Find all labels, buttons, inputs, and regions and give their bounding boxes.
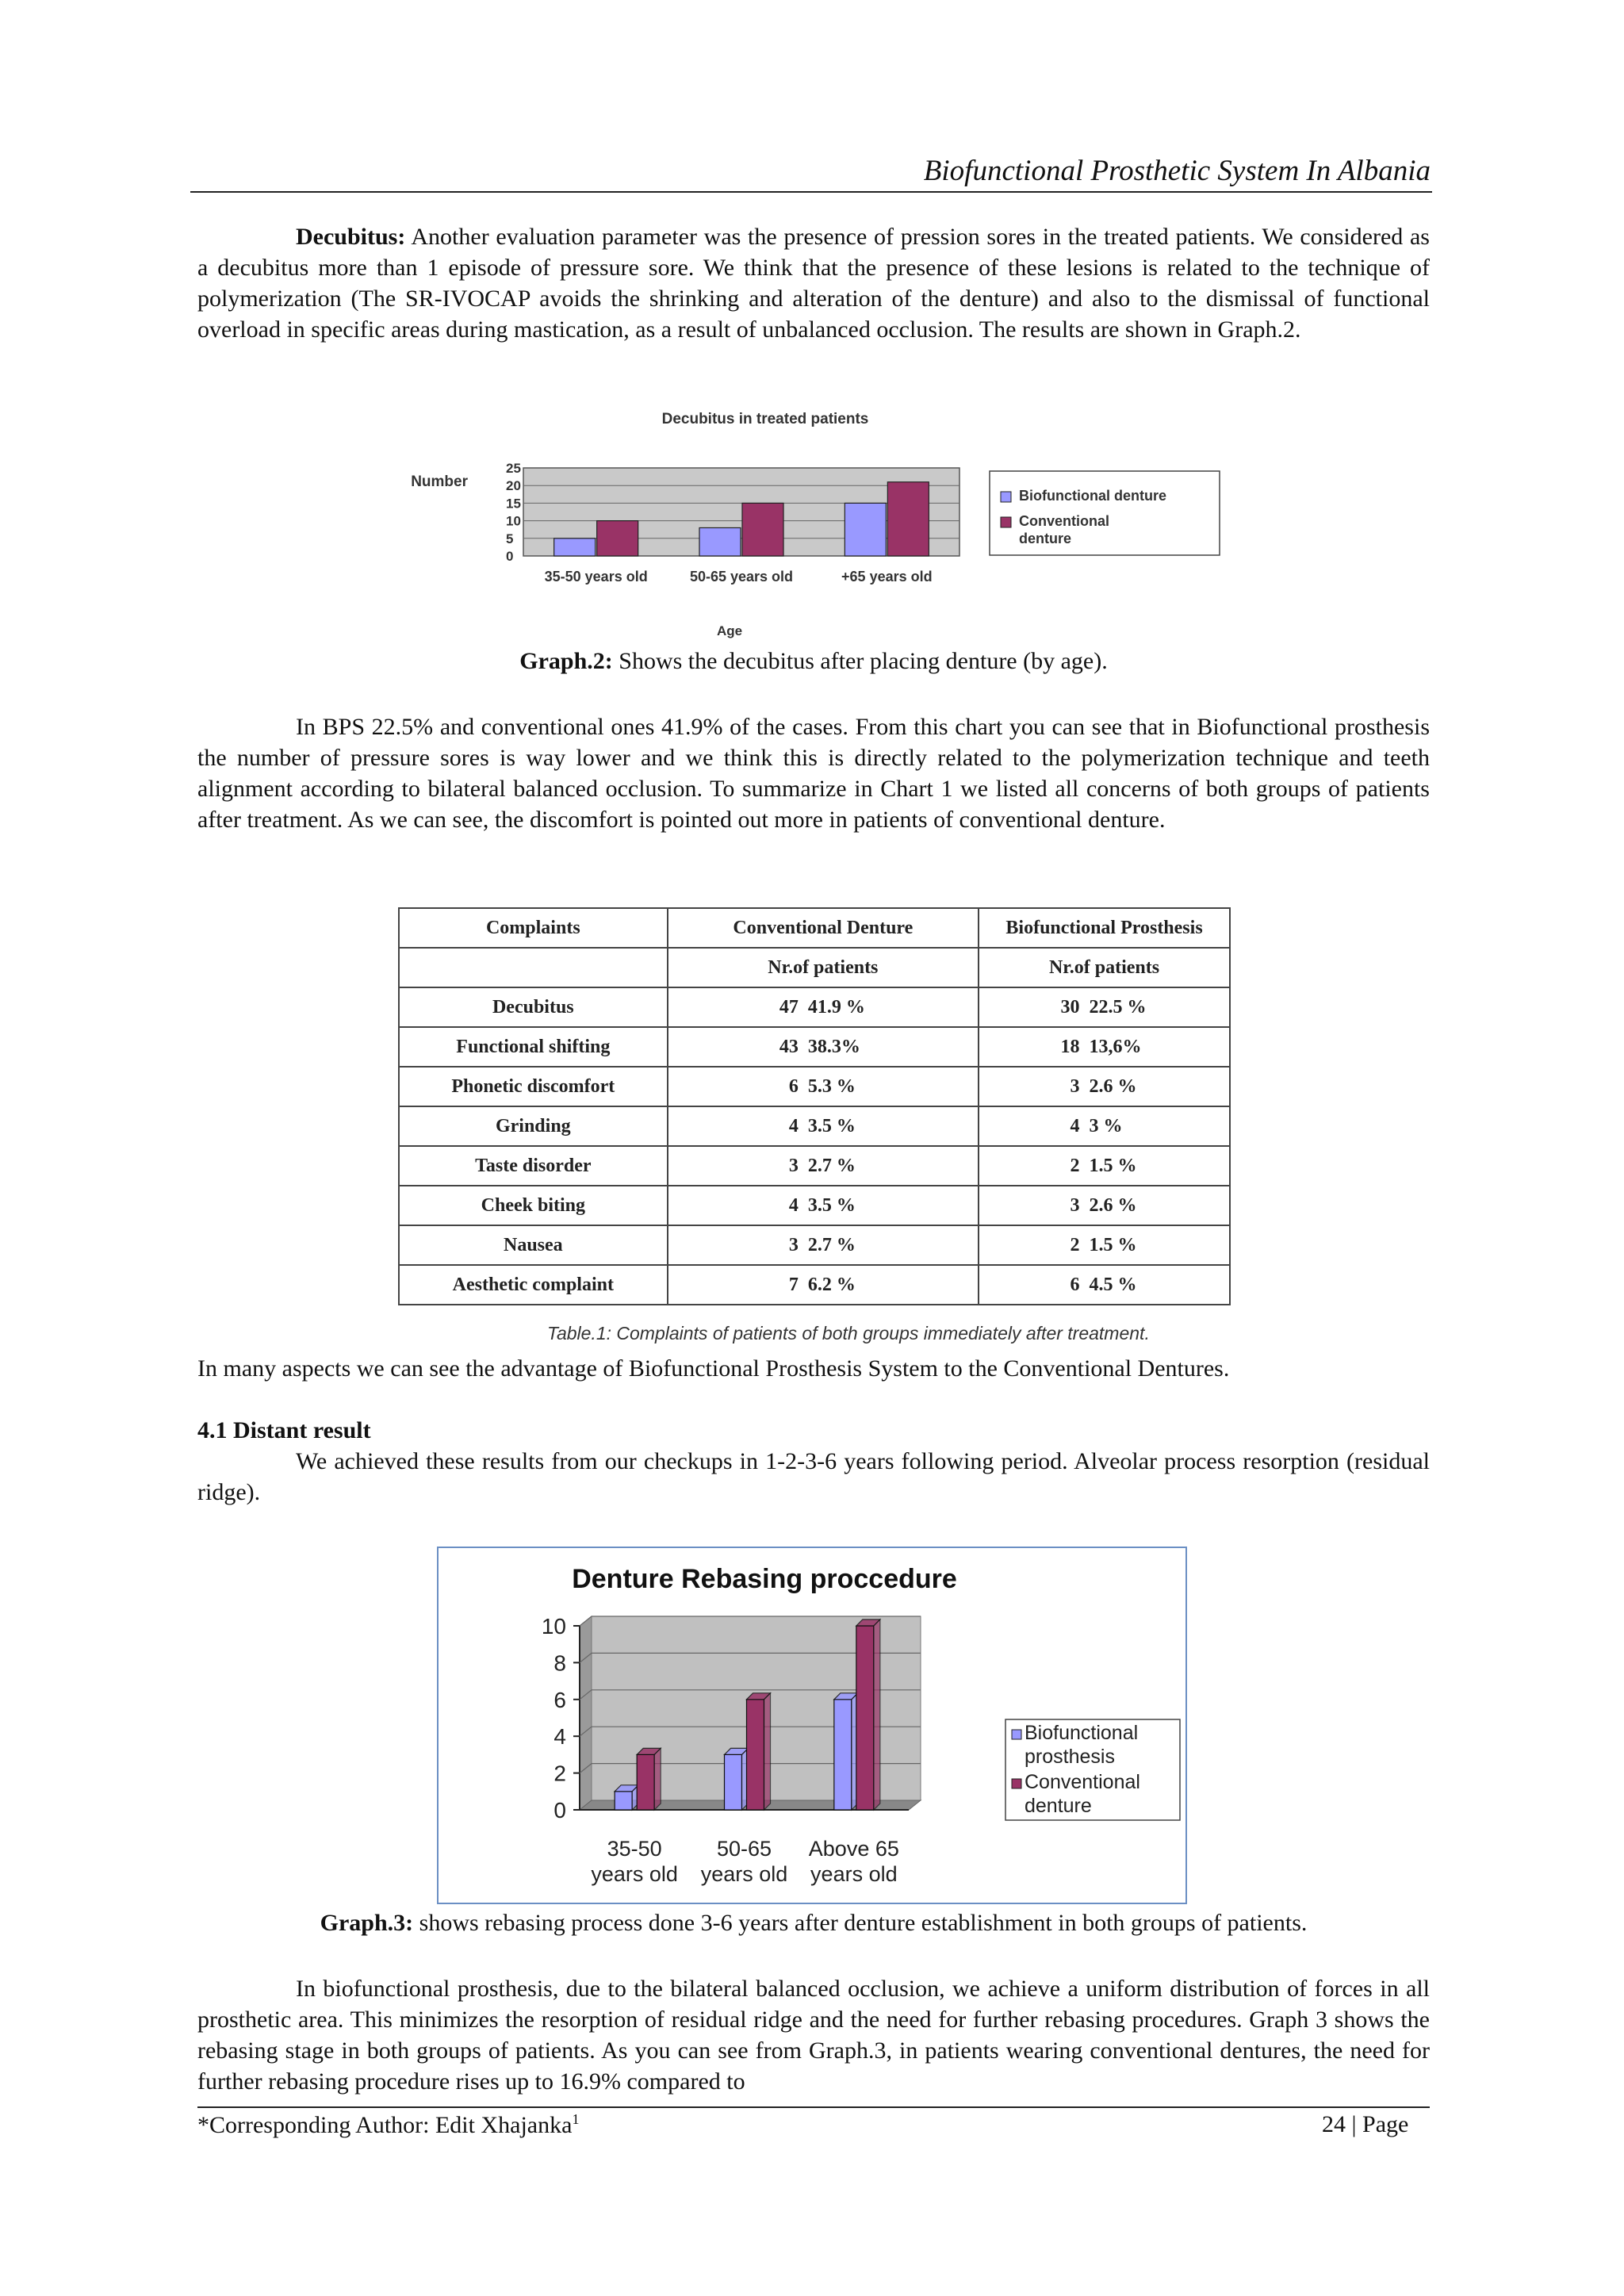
graph3-bar-bio: [725, 1748, 749, 1810]
graph2-legend-label-bio: Biofunctional denture: [1019, 488, 1166, 504]
graph2-xtick-label: 35-50 years old: [544, 569, 648, 585]
table-subheader-cell: Nr.of patients: [668, 948, 979, 987]
table-header-cell: Biofunctional Prosthesis: [979, 908, 1230, 948]
graph2-legend: [990, 471, 1220, 555]
table-caption: Table.1: Complaints of patients of both groups immediately after treatment.: [547, 1323, 1150, 1343]
table-cell: [668, 1225, 979, 1265]
complaint-label: Nausea: [399, 1225, 668, 1265]
graph3-legend-label-bio: Biofunctional prosthesis: [1025, 1722, 1139, 1768]
complaint-label: Functional shifting: [399, 1027, 668, 1067]
graph2-xtick-label: 50-65 years old: [689, 569, 794, 585]
graph3-bar-conv: [637, 1748, 661, 1810]
patient-percent: 2.7 %: [807, 1234, 856, 1255]
patient-count: 30: [1060, 996, 1080, 1018]
bps-paragraph: In BPS 22.5% and conventional ones 41.9% of the cases. From this chart you can see that in Biofunctional prosthesis the number of pressure sores is way lower and we think this is directly related to the polymerization technique and teeth alignment according to bilateral balanced occlusion. To summarize in Chart 1 we listed all concerns of both groups of patients after treatment. As we can see, the discomfort is pointed out more in patients of conventional denture.: [197, 714, 1430, 833]
footer-author-sup: 1: [572, 2111, 580, 2127]
decubitus-text: Another evaluation parameter was the presence of pression sores in the treated patients. We considered as a decubitus more than 1 episode of pressure sore. We think that the presence of these lesions is related to the technique of polymerization (The SR-IVOCAP avoids the shrinking and alteration of the denture) and also to the dismissal of functional overload in specific areas during mastication, as a result of unbalanced occlusion. The results are shown in Graph.2.: [197, 224, 1430, 343]
table-header-cell: Complaints: [399, 908, 668, 948]
table-header-row: [399, 908, 1230, 948]
graph3-legend-swatch-bio: [1012, 1730, 1021, 1739]
graph3-bar-conv: [747, 1693, 771, 1810]
patient-count: 3: [1070, 1194, 1080, 1216]
table-cell: [668, 1265, 979, 1305]
patient-percent: 13,6%: [1089, 1036, 1142, 1057]
graph3-xtick-label: 50-65: [716, 1837, 772, 1861]
footer-author: [197, 2111, 579, 2139]
table-cell: [668, 987, 979, 1027]
graph3-bar-bio: [615, 1785, 638, 1810]
complaint-label: Aesthetic complaint: [399, 1265, 668, 1305]
graph2-ytick-label: 20: [506, 478, 521, 494]
patient-count: 18: [1060, 1036, 1080, 1057]
patient-percent: 2.6 %: [1089, 1075, 1137, 1097]
patient-count: 47: [779, 996, 799, 1018]
table-cell: [979, 1146, 1230, 1186]
complaint-label: Decubitus: [399, 987, 668, 1027]
patient-percent: 2.6 %: [1089, 1194, 1137, 1216]
rebasing-paragraph: In biofunctional prosthesis, due to the bilateral balanced occlusion, we achieve a uniform distribution of forces in all prosthetic area. This minimizes the resorption of residual ridge and the need for further rebasing procedures. Graph 3 shows the rebasing stage in both groups of patients. As you can see from Graph.3, in patients wearing conventional dentures, the need for further rebasing procedure rises up to 16.9% compared to: [197, 1976, 1430, 2095]
graph3-legend-label-conv: Conventional denture: [1025, 1771, 1140, 1817]
patient-count: 2: [1070, 1155, 1080, 1176]
graph3-xtick-label: years old: [810, 1862, 898, 1886]
graph2-bar-bio: [699, 527, 741, 556]
patient-count: 43: [779, 1036, 799, 1057]
graph2-ytick-label: 25: [506, 461, 521, 476]
header-rule: [190, 191, 1432, 193]
graph2-bar-conv: [597, 521, 638, 556]
table-row: [399, 1225, 1230, 1265]
patient-count: 3: [788, 1155, 799, 1176]
table-cell: [979, 1186, 1230, 1225]
table-cell: [979, 1027, 1230, 1067]
table-cell: [979, 1225, 1230, 1265]
patient-count: 3: [1070, 1075, 1080, 1097]
graph2-chart: [389, 404, 1245, 646]
decubitus-paragraph: [197, 221, 1430, 345]
patient-percent: 1.5 %: [1089, 1234, 1137, 1255]
graph2-caption: [197, 648, 1430, 675]
graph2-legend-swatch-bio: [1001, 492, 1011, 502]
table-row: [399, 1106, 1230, 1146]
distant-result-paragraph: We achieved these results from our checkups in 1-2-3-6 years following period. Alveolar process resorption (residual ridge).: [197, 1448, 1430, 1505]
graph2-legend-label-conv: Conventional denture: [1019, 513, 1110, 546]
graph2-xlabel: Age: [716, 623, 743, 638]
graph2-caption-lead: Graph.2:: [519, 648, 613, 674]
patient-count: 4: [788, 1194, 799, 1216]
graph3-ytick-label: 8: [553, 1650, 566, 1676]
graph2-bar-bio: [554, 539, 596, 556]
patient-percent: 5.3 %: [807, 1075, 856, 1097]
table-cell: [979, 1265, 1230, 1305]
patient-percent: 3.5 %: [807, 1194, 856, 1216]
graph3-title: Denture Rebasing proccedure: [572, 1564, 957, 1594]
graph2-title: Decubitus in treated patients: [661, 411, 869, 427]
patient-count: 4: [788, 1115, 799, 1137]
graph3-bar-bio: [834, 1693, 858, 1810]
graph2-ytick-label: 10: [506, 513, 521, 529]
table-cell: [668, 1067, 979, 1106]
table-cell: [668, 1027, 979, 1067]
patient-count: 2: [1070, 1234, 1080, 1255]
running-header: Biofunctional Prosthetic System In Albania: [923, 155, 1431, 187]
patient-percent: 22.5 %: [1089, 996, 1147, 1018]
patient-percent: 3 %: [1089, 1115, 1123, 1137]
complaint-label: Grinding: [399, 1106, 668, 1146]
table-subheader-cell: Nr.of patients: [979, 948, 1230, 987]
graph2-legend-swatch-conv: [1001, 517, 1011, 527]
patient-percent: 3.5 %: [807, 1115, 856, 1137]
graph3-caption-lead: Graph.3:: [320, 1910, 414, 1936]
graph3-chart: [437, 1547, 1187, 1904]
patient-percent: 2.7 %: [807, 1155, 856, 1176]
graph3-ytick-label: 4: [553, 1724, 566, 1750]
graph2-ylabel: Number: [411, 473, 468, 490]
table-row: [399, 1027, 1230, 1067]
graph3-caption: [197, 1910, 1430, 1937]
table-row: [399, 1186, 1230, 1225]
graph3-ytick-label: 0: [553, 1798, 566, 1823]
graph3-caption-text: shows rebasing process done 3-6 years after denture establishment in both groups of patients.: [413, 1910, 1308, 1936]
footer-author-text: *Corresponding Author: Edit Xhajanka: [197, 2112, 573, 2138]
table-cell: [668, 1146, 979, 1186]
table-subheader-cell: [399, 948, 668, 987]
table-row: [399, 1265, 1230, 1305]
graph3-xtick-label: 35-50: [607, 1837, 662, 1861]
graph3-xtick-label: Above 65: [808, 1837, 899, 1861]
patient-count: 6: [788, 1075, 799, 1097]
graph3-xtick-label: years old: [700, 1862, 788, 1886]
table-row: [399, 1067, 1230, 1106]
patient-percent: 1.5 %: [1089, 1155, 1137, 1176]
graph2-bar-conv: [887, 482, 929, 556]
graph3-ytick-label: 10: [541, 1614, 566, 1639]
complaint-label: Cheek biting: [399, 1186, 668, 1225]
footer-rule: [197, 2106, 1430, 2108]
table-cell: [668, 1106, 979, 1146]
table-row: [399, 1146, 1230, 1186]
table-subheader-row: [399, 948, 1230, 987]
complaint-label: Taste disorder: [399, 1146, 668, 1186]
graph2-ytick-label: 15: [506, 496, 521, 512]
graph3-xtick-label: years old: [591, 1862, 678, 1886]
patient-count: 7: [788, 1274, 799, 1295]
patient-count: 3: [788, 1234, 799, 1255]
graph3-ytick-label: 2: [553, 1761, 566, 1786]
graph2-bar-conv: [742, 503, 783, 556]
advantage-paragraph: In many aspects we can see the advantage of Biofunctional Prosthesis System to the Conventional Dentures.: [197, 1355, 1230, 1382]
table-cell: [979, 1067, 1230, 1106]
page-number: 24 | Page: [1322, 2111, 1409, 2137]
graph2-bar-bio: [845, 503, 886, 556]
patient-count: 4: [1070, 1115, 1080, 1137]
table-cell: [979, 1106, 1230, 1146]
patient-percent: 41.9 %: [807, 996, 865, 1018]
patient-percent: 4.5 %: [1089, 1274, 1137, 1295]
graph3-legend: [1005, 1719, 1180, 1820]
complaint-label: Phonetic discomfort: [399, 1067, 668, 1106]
table-cell: [668, 1186, 979, 1225]
table-row: [399, 987, 1230, 1027]
complaints-table-wrap: [398, 907, 1231, 1305]
patient-count: 6: [1070, 1274, 1080, 1295]
graph2-xtick-label: +65 years old: [841, 569, 933, 585]
complaints-table: [398, 907, 1231, 1305]
patient-percent: 6.2 %: [807, 1274, 856, 1295]
graph2-caption-text: Shows the decubitus after placing denture (by age).: [612, 648, 1108, 674]
graph3-ytick-label: 6: [553, 1687, 566, 1712]
table-cell: [979, 987, 1230, 1027]
graph2-ytick-label: 0: [506, 549, 514, 564]
section-heading: 4.1 Distant result: [197, 1417, 371, 1443]
patient-percent: 38.3%: [807, 1036, 860, 1057]
decubitus-lead: Decubitus:: [296, 224, 406, 250]
table-header-cell: Conventional Denture: [668, 908, 979, 948]
graph2-ytick-label: 5: [506, 531, 514, 546]
graph3-bar-conv: [856, 1619, 880, 1810]
graph3-legend-swatch-conv: [1012, 1779, 1021, 1788]
